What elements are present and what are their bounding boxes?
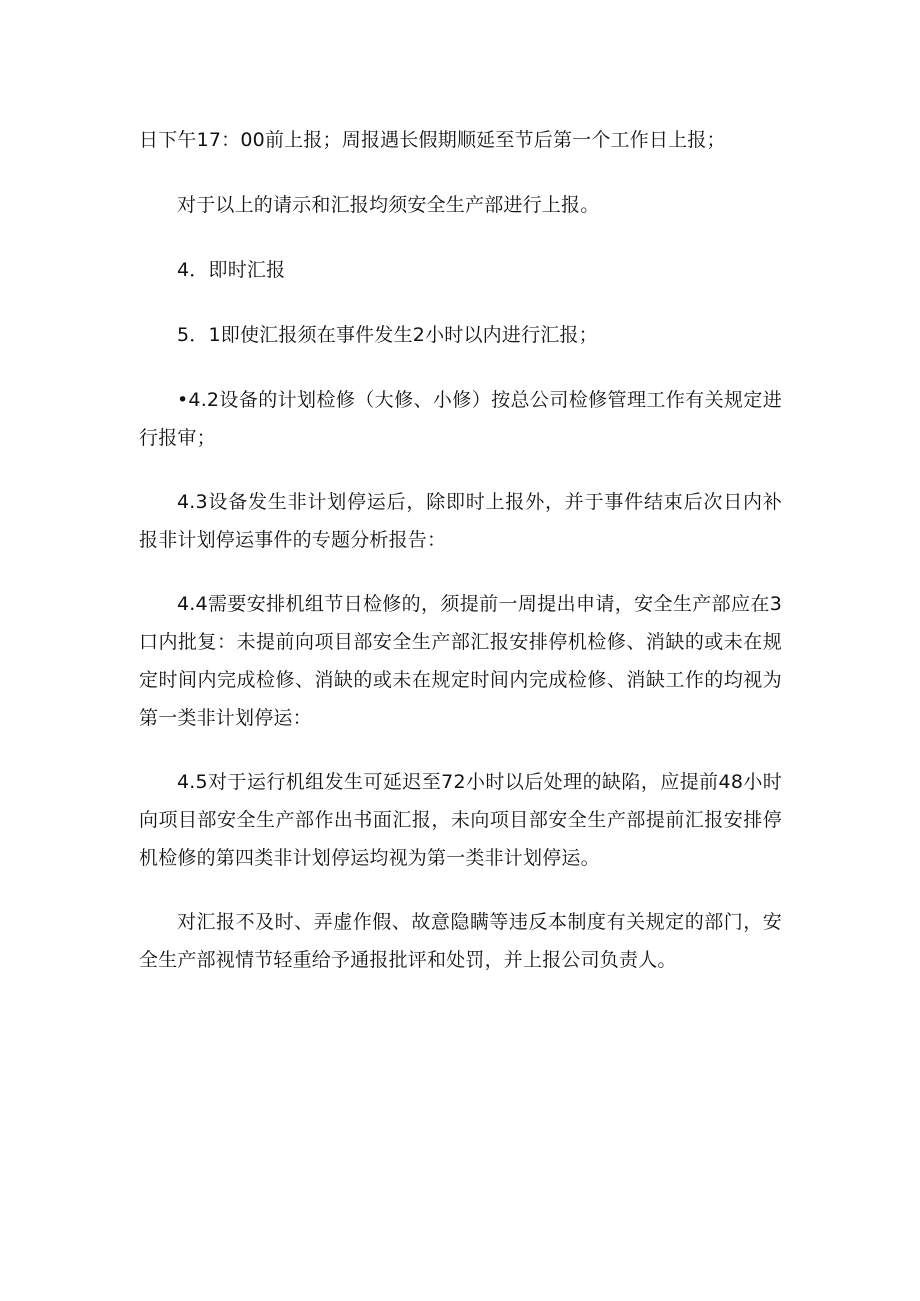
section-heading-immediate-report: 4．即时汇报 [177,259,286,281]
paragraph-defect-handling: 4.5对于运行机组发生可延迟至72小时以后处理的缺陷，应提前48小时向项目部安全生产部作出书面汇报，未向项目部安全生产部提前汇报安排停机检修的第四类非计划停运均视为第一类非计划停运。 [139,771,782,869]
paragraph-penalty-rule: 对汇报不及时、弄虚作假、故意隐瞒等违反本制度有关规定的部门，安全生产部视情节轻重给予通报批评和处罚，并上报公司负责人。 [139,911,782,971]
paragraph-planned-maintenance: •4.2设备的计划检修（大修、小修）按总公司检修管理工作有关规定进行报审； [139,389,782,449]
paragraph-report-deadline: 日下午17：00前上报；周报遇长假期顺延至节后第一个工作日上报； [139,129,726,151]
paragraph-unplanned-outage-report: 4.3设备发生非计划停运后，除即时上报外，并于事件结束后次日内补报非计划停运事件的专题分析报告： [139,491,782,551]
paragraph-reporting-department: 对于以上的请示和汇报均须安全生产部进行上报。 [177,194,600,216]
document-body [139,121,782,1005]
paragraph-holiday-maintenance: 4.4需要安排机组节日检修的，须提前一周提出申请，安全生产部应在3口内批复：未提前向项目部安全生产部汇报安排停机检修、消缺的或未在规定时间内完成检修、消缺的或未在规定时间内完成检修、消缺工作的均视为第一类非计划停运： [139,593,782,729]
paragraph-immediate-report-time: 5．1即使汇报须在事件发生2小时以内进行汇报； [177,324,598,346]
